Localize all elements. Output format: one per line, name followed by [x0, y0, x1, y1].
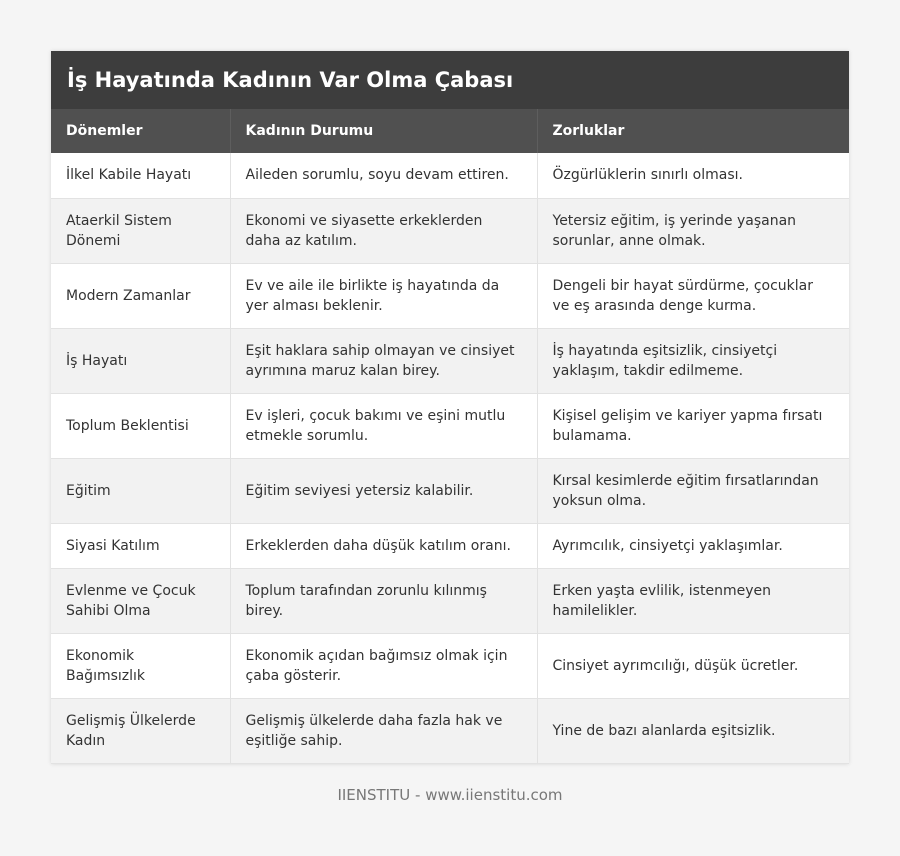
column-header-kadinin-durumu: Kadının Durumu: [230, 109, 537, 153]
cell-period: İlkel Kabile Hayatı: [51, 153, 230, 198]
cell-status: Aileden sorumlu, soyu devam ettiren.: [230, 153, 537, 198]
table-row: [51, 698, 849, 763]
table-row: [51, 458, 849, 523]
cell-period: Ekonomik Bağımsızlık: [51, 633, 230, 698]
cell-status: Ekonomik açıdan bağımsız olmak için çaba gösterir.: [230, 633, 537, 698]
cell-challenges: Cinsiyet ayrımcılığı, düşük ücretler.: [537, 633, 849, 698]
cell-challenges: İş hayatında eşitsizlik, cinsiyetçi yaklaşım, takdir edilmeme.: [537, 328, 849, 393]
table-card: [51, 51, 849, 764]
cell-period: Ataerkil Sistem Dönemi: [51, 198, 230, 263]
cell-period: Eğitim: [51, 458, 230, 523]
table-row: [51, 198, 849, 263]
table-row: [51, 633, 849, 698]
table-row: [51, 328, 849, 393]
cell-challenges: Ayrımcılık, cinsiyetçi yaklaşımlar.: [537, 523, 849, 568]
cell-challenges: Kırsal kesimlerde eğitim fırsatlarından yoksun olma.: [537, 458, 849, 523]
cell-challenges: Özgürlüklerin sınırlı olması.: [537, 153, 849, 198]
column-header-donemler: Dönemler: [51, 109, 230, 153]
table-row: [51, 263, 849, 328]
footer-credit: IIENSTITU - www.iienstitu.com: [337, 786, 563, 804]
data-table: [51, 109, 849, 764]
table-title: İş Hayatında Kadının Var Olma Çabası: [51, 51, 849, 109]
table-row: [51, 523, 849, 568]
cell-challenges: Dengeli bir hayat sürdürme, çocuklar ve eş arasında denge kurma.: [537, 263, 849, 328]
cell-challenges: Yine de bazı alanlarda eşitsizlik.: [537, 698, 849, 763]
cell-challenges: Yetersiz eğitim, iş yerinde yaşanan sorunlar, anne olmak.: [537, 198, 849, 263]
cell-period: Siyasi Katılım: [51, 523, 230, 568]
cell-period: Evlenme ve Çocuk Sahibi Olma: [51, 568, 230, 633]
table-row: [51, 393, 849, 458]
cell-status: Eşit haklara sahip olmayan ve cinsiyet ayrımına maruz kalan birey.: [230, 328, 537, 393]
table-header: [51, 109, 849, 153]
cell-period: İş Hayatı: [51, 328, 230, 393]
cell-status: Gelişmiş ülkelerde daha fazla hak ve eşitliğe sahip.: [230, 698, 537, 763]
cell-status: Eğitim seviyesi yetersiz kalabilir.: [230, 458, 537, 523]
table-body: [51, 153, 849, 763]
cell-status: Ev ve aile ile birlikte iş hayatında da yer alması beklenir.: [230, 263, 537, 328]
cell-period: Modern Zamanlar: [51, 263, 230, 328]
table-row: [51, 568, 849, 633]
cell-period: Toplum Beklentisi: [51, 393, 230, 458]
cell-period: Gelişmiş Ülkelerde Kadın: [51, 698, 230, 763]
cell-status: Ekonomi ve siyasette erkeklerden daha az katılım.: [230, 198, 537, 263]
cell-status: Erkeklerden daha düşük katılım oranı.: [230, 523, 537, 568]
cell-challenges: Kişisel gelişim ve kariyer yapma fırsatı bulamama.: [537, 393, 849, 458]
cell-challenges: Erken yaşta evlilik, istenmeyen hamilelikler.: [537, 568, 849, 633]
cell-status: Ev işleri, çocuk bakımı ve eşini mutlu etmekle sorumlu.: [230, 393, 537, 458]
table-row: [51, 153, 849, 198]
column-header-zorluklar: Zorluklar: [537, 109, 849, 153]
cell-status: Toplum tarafından zorunlu kılınmış birey.: [230, 568, 537, 633]
